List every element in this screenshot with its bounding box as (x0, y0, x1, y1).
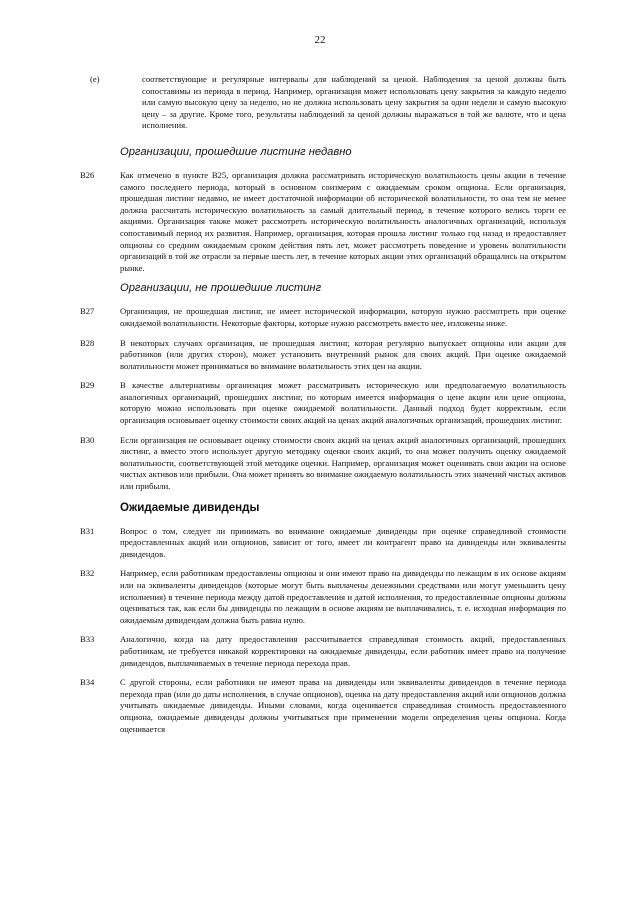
paragraph-text: Вопрос о том, следует ли принимать во внимание ожидаемые дивиденды при оценке справедливой стоимости предоставленных акций или опционов, зависит от того, имеет ли контрагент право на дивиденды или эквиваленты дивидендов. (120, 525, 566, 559)
paragraph-number: B26 (80, 169, 95, 180)
page-number: 22 (314, 34, 326, 46)
list-item-label: (e) (90, 74, 100, 84)
section-heading: Организации, прошедшие листинг недавно (120, 145, 352, 158)
paragraph-text: С другой стороны, если работники не имеют права на дивиденды или эквиваленты дивидендов в течение периода перехода прав (или до даты исполнения, в случае опционов), оценка на дату предоставления акций или опционов должна учитывать ожидаемые дивиденды. Иными словами, когда оценивается справедливая стоимость предоставленного опциона, ожидаемые дивиденды должны учитываться при применении модели определения цены опциона. Когда оценивается (120, 677, 566, 734)
paragraph (80, 526, 566, 561)
paragraph (80, 634, 566, 669)
paragraph (80, 435, 566, 493)
paragraph-number: B34 (80, 677, 95, 688)
paragraph (80, 338, 566, 373)
paragraph-number: B33 (80, 634, 95, 645)
paragraph-number: B28 (80, 337, 95, 348)
paragraph-number: B32 (80, 568, 95, 579)
paragraph-text: Организация, не прошедшая листинг, не имеет исторической информации, которую нужно рассмотреть при оценке ожидаемой волатильности. Некоторые факторы, которые нужно рассмотреть вместо нее, изложены ниже. (120, 306, 566, 328)
paragraph-text: Если организация не основывает оценку стоимости своих акций на ценах акций аналогичных организаций, прошедших листинг, а вместо этого использует другую методику оценки своих акций, то она может получить оценку ожидаемой волатильности, соответствующей этой методике оценки. Например, организация может оценивать свои акции на основе чистых активов или прибыли. Она может принять во внимание ожидаемую волатильность этих значений чистых активов или прибыли. (120, 434, 566, 492)
section-heading: Ожидаемые дивиденды (120, 500, 260, 514)
section-heading: Организации, не прошедшие листинг (120, 282, 322, 295)
paragraph-text: Например, если работникам предоставлены опционы и они имеют право на дивиденды по лежащим в их основе акциям или на эквиваленты дивидендов (которые могут быть выплачены денежными средствами или могут уменьшить цену исполнения) в течение периода между датой предоставления и датой исполнения, то предоставленные опционы должны оцениваться так, как если бы дивиденды по лежащим в основе акциям не выплачивались, т. е. исходная информация по ожидаемым дивидендам должна быть равна нулю. (120, 568, 566, 625)
sections-container (80, 146, 566, 735)
paragraph-number: B29 (80, 380, 95, 391)
paragraph (80, 568, 566, 626)
paragraph (80, 380, 566, 426)
paragraph-text: В качестве альтернативы организация может рассматривать историческую или предполагаемую волатильность аналогичных организаций, прошедших листинг, по которым имеется информация о цене акции или цене опциона, которую можно использовать при оценке ожидаемой волатильности. Данный подход будет корректным, если организация основывает оценку стоимости своих акций на ценах акций аналогичных организаций, прошедших листинг. (120, 380, 566, 426)
list-item-e (80, 74, 566, 132)
paragraph (80, 170, 566, 274)
paragraph-text: Как отмечено в пункте B25, организация должна рассматривать историческую волатильность цены акции в течение самого последнего периода, который в основном соизмерим с ожидаемым сроком опциона. Если организация, прошедшая листинг недавно, не имеет достаточной информации об исторической волатильности, то она тем не менее должна рассчитать историческую волатильность за самый длительный период, в течение которого велись торги ее акциями. Организация также может рассмотреть историческую волатильность аналогичных организаций, используя сопоставимый период их развития. Например, организация, которая прошла листинг только год назад и предоставляет опционы со средним ожидаемым сроком действия пять лет, может рассмотреть поведение и уровень волатильности организаций в той же отрасли за первые шесть лет, в течение которых акции этих организаций обращались на открытом рынке. (120, 169, 566, 273)
list-item-text: соответствующие и регулярные интервалы для наблюдений за ценой. Наблюдения за ценой должны быть сопоставимы из периода в период. Например, организация может использовать цену закрытия за каждую неделю или самую высокую цену за неделю, но не должна использовать цену закрытия за одни недели и самую высокую цену – за другие. Кроме того, результаты наблюдений за ценой должны выражаться в той же валюте, что и цена исполнения. (142, 74, 566, 131)
paragraph (80, 677, 566, 735)
paragraph-text: Аналогично, когда на дату предоставления рассчитывается справедливая стоимость акций, предоставленных работникам, не требуется никакой корректировки на ожидаемые дивиденды, если работник имеет право на получение дивидендов, выплачиваемых в течение периода перехода прав. (120, 634, 566, 668)
paragraph-number: B27 (80, 306, 95, 317)
document-body (80, 74, 566, 743)
paragraph-number: B31 (80, 525, 95, 536)
paragraph-text: В некоторых случаях организация, не прошедшая листинг, которая регулярно выпускает опционы или акции для работников (или других сторон), может установить внутренний рынок для своих акций. При оценке ожидаемой волатильности может приниматься во внимание волатильность этих цен на акции. (120, 337, 566, 371)
paragraph (80, 306, 566, 329)
paragraph-number: B30 (80, 434, 95, 445)
